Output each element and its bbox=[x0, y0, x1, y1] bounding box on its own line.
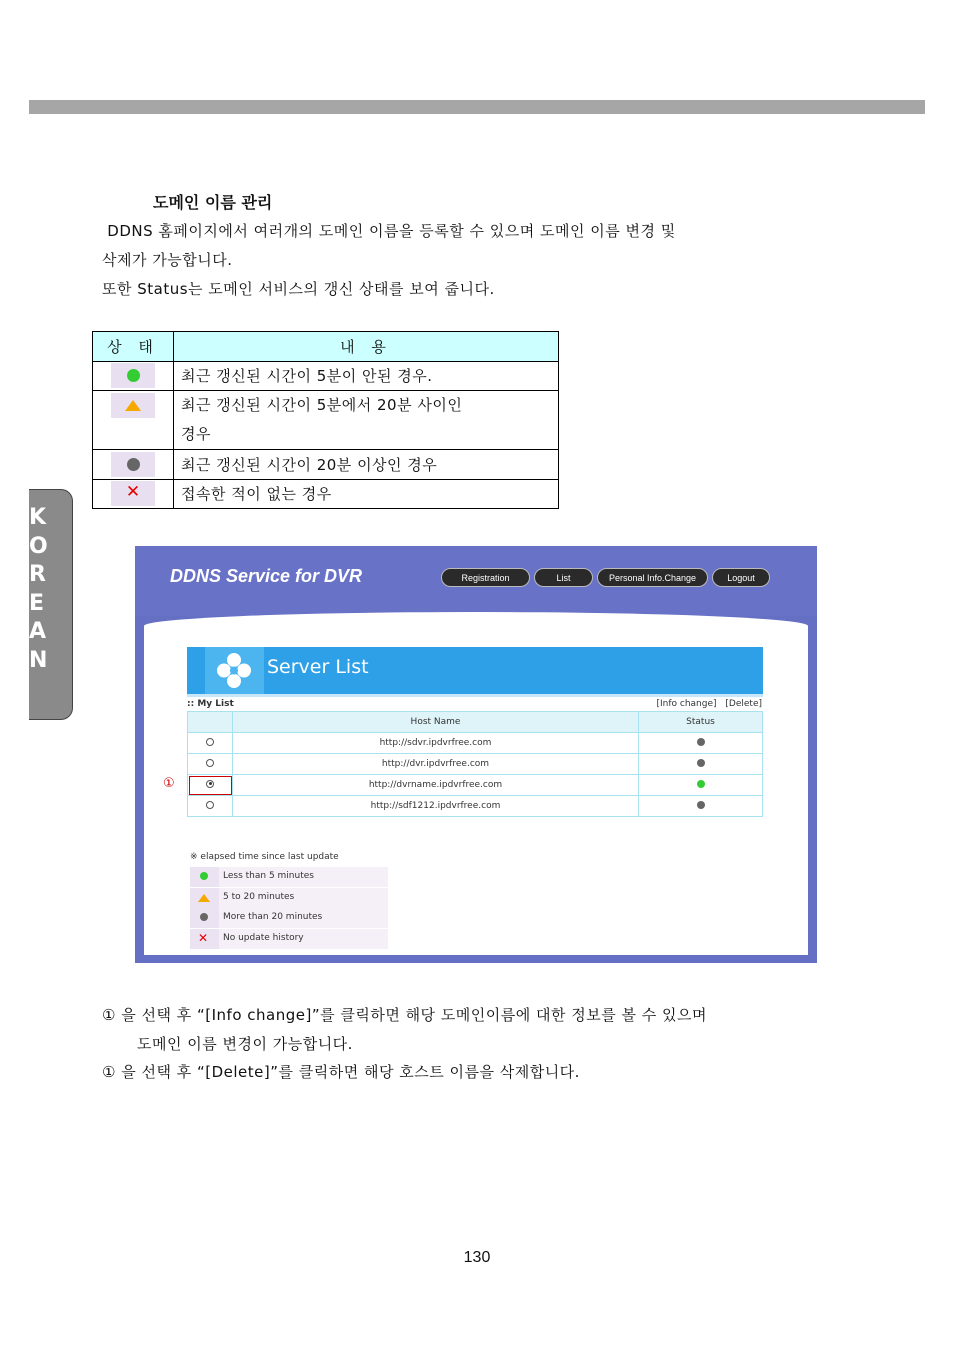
select-radio[interactable] bbox=[206, 738, 214, 746]
ddns-title: DDNS Service for DVR bbox=[170, 566, 363, 586]
host-name: http://dvrname.ipdvrfree.com bbox=[233, 775, 639, 796]
gray-dot-icon bbox=[697, 759, 705, 767]
green-dot-icon bbox=[697, 780, 705, 788]
legend-label: More than 20 minutes bbox=[223, 912, 323, 922]
gray-dot-icon bbox=[127, 458, 140, 471]
server-row bbox=[188, 733, 763, 754]
legend-title: ※ elapsed time since last update bbox=[190, 852, 339, 862]
legend-row bbox=[190, 908, 388, 928]
side-tab-letter: N bbox=[29, 647, 48, 673]
gray-dot-icon bbox=[697, 801, 705, 809]
personal-info-change-button[interactable]: Personal Info.Change bbox=[597, 568, 708, 587]
note-1-line-2: 도메인 이름 변경이 가능합니다. bbox=[137, 1035, 353, 1053]
status-row bbox=[93, 361, 559, 391]
status-desc: 최근 갱신된 시간이 5분에서 20분 사이인 bbox=[181, 396, 463, 414]
intro-line-2: 삭제가 가능합니다. bbox=[102, 251, 233, 269]
page-number: 130 bbox=[463, 1249, 491, 1266]
green-dot-icon bbox=[127, 369, 140, 382]
info-change-link[interactable]: [Info change] bbox=[656, 699, 717, 709]
gray-dot-icon bbox=[200, 913, 208, 921]
status-desc: 최근 갱신된 시간이 20분 이상인 경우 bbox=[174, 450, 559, 480]
select-radio-selected[interactable] bbox=[206, 780, 214, 788]
server-row bbox=[188, 775, 763, 796]
status-header-state: 상 태 bbox=[93, 332, 174, 362]
my-list-label: :: My List bbox=[187, 699, 234, 709]
status-header-content: 내 용 bbox=[174, 332, 559, 362]
status-row bbox=[93, 450, 559, 480]
host-name: http://dvr.ipdvrfree.com bbox=[233, 754, 639, 775]
section-heading: 도메인 이름 관리 bbox=[153, 193, 273, 212]
legend-label: 5 to 20 minutes bbox=[223, 892, 295, 902]
legend-row bbox=[190, 867, 388, 887]
status-desc: 최근 갱신된 시간이 5분이 안된 경우. bbox=[174, 361, 559, 391]
legend-label: No update history bbox=[223, 933, 304, 943]
red-x-icon: ✕ bbox=[125, 482, 141, 503]
server-table bbox=[187, 711, 763, 817]
server-row bbox=[188, 754, 763, 775]
server-list-title: Server List bbox=[267, 656, 369, 678]
select-column-header bbox=[188, 712, 233, 733]
note-2: ① 을 선택 후 “[Delete]”를 클릭하면 해당 호스트 이름을 삭제합니다. bbox=[102, 1063, 580, 1081]
server-row bbox=[188, 796, 763, 817]
list-button[interactable]: List bbox=[534, 568, 593, 587]
status-column-header: Status bbox=[639, 712, 763, 733]
language-side-tab bbox=[29, 489, 73, 720]
red-x-icon: ✕ bbox=[198, 931, 209, 945]
banner-strip bbox=[187, 694, 763, 697]
host-name: http://sdvr.ipdvrfree.com bbox=[233, 733, 639, 754]
gray-dot-icon bbox=[697, 738, 705, 746]
host-column-header: Host Name bbox=[233, 712, 639, 733]
status-desc-cont: 경우 bbox=[181, 425, 211, 443]
banner-flower-icon bbox=[205, 647, 264, 694]
registration-button[interactable]: Registration bbox=[441, 568, 530, 587]
yellow-triangle-icon bbox=[125, 400, 141, 411]
callout-marker: ① bbox=[163, 776, 175, 791]
status-row bbox=[93, 479, 559, 509]
select-radio[interactable] bbox=[206, 759, 214, 767]
select-radio[interactable] bbox=[206, 801, 214, 809]
delete-link[interactable]: [Delete] bbox=[725, 699, 762, 709]
logout-button[interactable]: Logout bbox=[712, 568, 770, 587]
side-tab-letter: K bbox=[29, 505, 47, 530]
ddns-screenshot bbox=[135, 546, 817, 963]
side-tab-letter: O bbox=[29, 533, 48, 559]
side-tab-letter: A bbox=[29, 619, 47, 644]
status-row bbox=[93, 391, 559, 450]
intro-line-1: DDNS 홈페이지에서 여러개의 도메인 이름을 등록할 수 있으며 도메인 이름 변경 및 bbox=[102, 222, 676, 240]
side-tab-letter: E bbox=[29, 590, 45, 616]
legend-label: Less than 5 minutes bbox=[223, 871, 314, 881]
legend-row bbox=[190, 929, 388, 949]
status-desc: 접속한 적이 없는 경우 bbox=[174, 479, 559, 509]
legend-row bbox=[190, 888, 388, 908]
intro-line-3: 또한 Status는 도메인 서비스의 갱신 상태를 보여 줍니다. bbox=[102, 280, 495, 298]
header-rule bbox=[29, 100, 925, 114]
host-name: http://sdf1212.ipdvrfree.com bbox=[233, 796, 639, 817]
side-tab-letter: R bbox=[29, 562, 46, 587]
status-table bbox=[92, 331, 559, 509]
green-dot-icon bbox=[200, 872, 208, 880]
note-1-line-1: ① 을 선택 후 “[Info change]”를 클릭하면 해당 도메인이름에 대한 정보를 볼 수 있으며 bbox=[102, 1006, 708, 1024]
action-links bbox=[656, 699, 762, 709]
yellow-triangle-icon bbox=[198, 894, 210, 902]
